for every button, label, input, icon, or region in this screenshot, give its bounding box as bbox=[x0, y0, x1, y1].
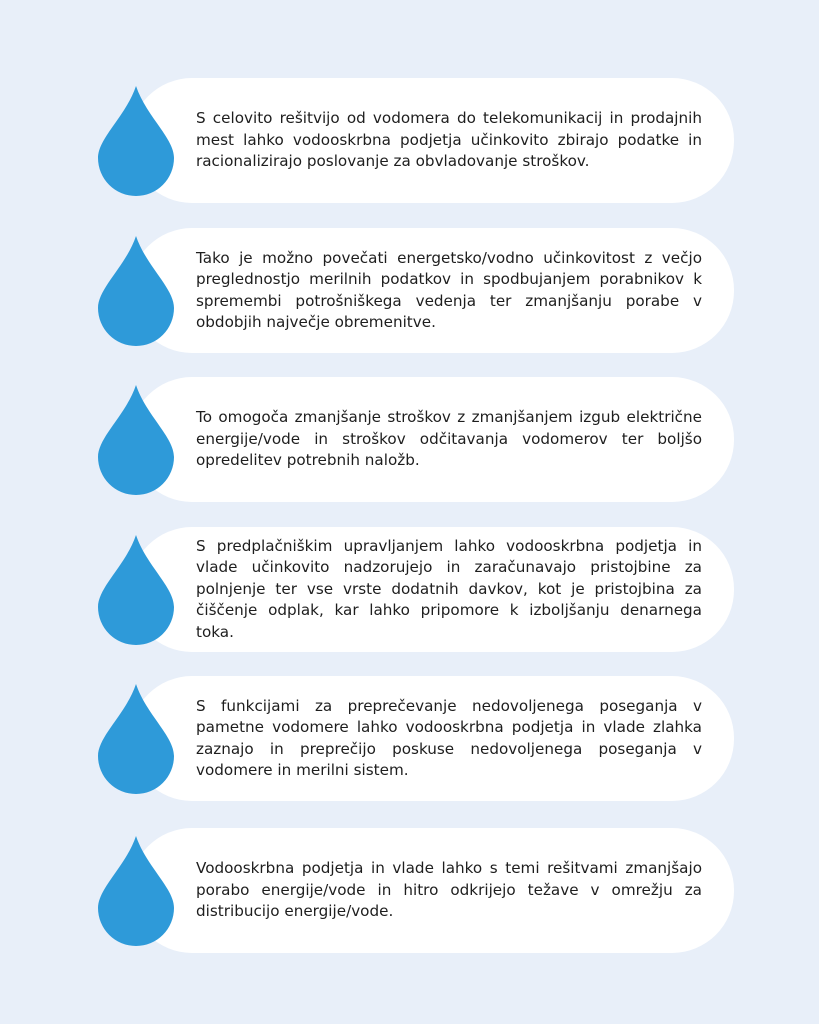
benefit-item-1 bbox=[96, 78, 740, 203]
benefit-item-3 bbox=[96, 377, 740, 502]
benefit-item-5 bbox=[96, 676, 740, 801]
benefit-text: S funkcijami za preprečevanje nedovoljenega poseganja v pametne vodomere lahko vodooskrbna podjetja in vlade zlahka zaznajo in preprečijo poskuse nedovoljenega poseganja v vodomere in merilni sistem. bbox=[196, 696, 702, 779]
benefit-text: To omogoča zmanjšanje stroškov z zmanjšanjem izgub električne energije/vode in stroškov odčitavanja vodomerov ter boljšo opredelitev potrebnih naložb. bbox=[196, 408, 702, 470]
water-drop-icon bbox=[96, 84, 176, 196]
benefit-text: Vodooskrbna podjetja in vlade lahko s temi rešitvami zmanjšajo porabo energije/vode in hitro odkrijejo težave v omrežju za distribucijo energije/vode. bbox=[196, 859, 702, 921]
benefit-text: S celovito rešitvijo od vodomera do telekomunikacij in prodajnih mest lahko vodooskrbna podjetja učinkovito zbirajo podatke in racionalizirajo poslovanje za obvladovanje stroškov. bbox=[196, 109, 702, 171]
water-drop-icon bbox=[96, 383, 176, 495]
water-drop-icon bbox=[96, 234, 176, 346]
benefit-item-6 bbox=[96, 828, 740, 953]
water-drop-icon bbox=[96, 834, 176, 946]
benefit-text: S predplačniškim upravljanjem lahko vodooskrbna podjetja in vlade učinkovito nadzorujejo in zaračunavajo pristojbine za polnjenje ter vse vrste dodatnih davkov, kot je pristojbina za čiščenje odplak, kar lahko pripomore k izboljšanju denarnega toka. bbox=[196, 536, 702, 641]
benefit-item-2 bbox=[96, 228, 740, 353]
benefit-text: Tako je možno povečati energetsko/vodno učinkovitost z večjo preglednostjo merilnih podatkov in spodbujanjem porabnikov k spremembi potrošniškega vedenja ter zmanjšanju porabe v obdobjih največje obremenitve. bbox=[196, 248, 702, 331]
benefit-item-4 bbox=[96, 527, 740, 652]
water-drop-icon bbox=[96, 533, 176, 645]
water-drop-icon bbox=[96, 682, 176, 794]
